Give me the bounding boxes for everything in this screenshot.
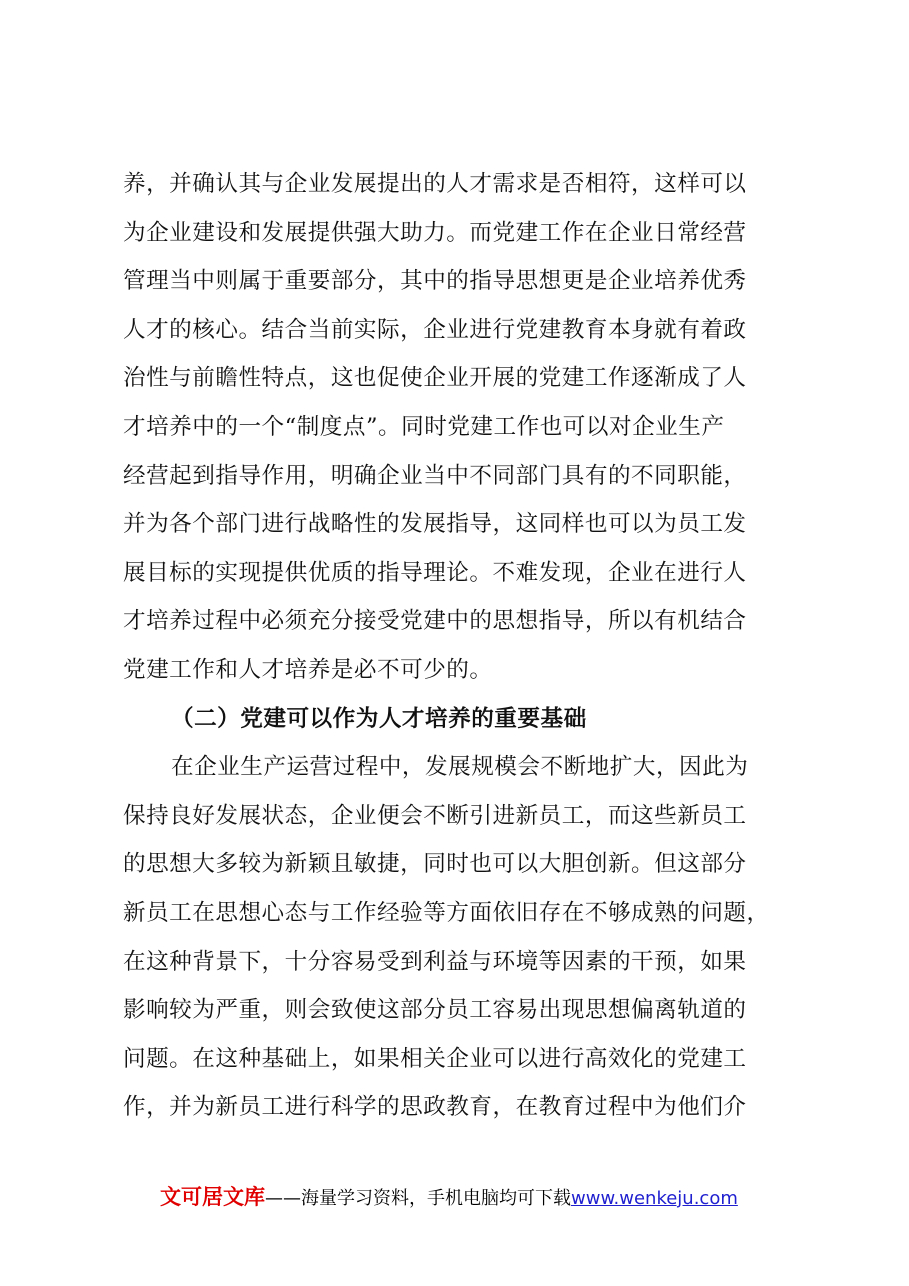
- text-line: 为企业建设和发展提供强大助力。而党建工作在企业日常经营: [123, 219, 747, 246]
- text-line: 治性与前瞻性特点，这也促使企业开展的党建工作逐渐成了人: [123, 365, 747, 392]
- text-line: 人才的核心。结合当前实际，企业进行党建教育本身就有着政: [123, 316, 747, 343]
- text-line: 养，并确认其与企业发展提出的人才需求是否相符，这样可以: [123, 171, 747, 197]
- text-line: 并为各个部门进行战略性的发展指导，这同样也可以为员工发: [123, 511, 747, 538]
- footer-tagline: ——海量学习资料，手机电脑均可下载: [265, 1188, 571, 1209]
- text-line: 的思想大多较为新颖且敏捷，同时也可以大胆创新。但这部分: [123, 851, 747, 878]
- document-body: [123, 160, 803, 1132]
- text-line: 才培养过程中必须充分接受党建中的思想指导，所以有机结合: [123, 608, 747, 635]
- text-line: 保持良好发展状态，企业便会不断引进新员工，而这些新员工: [123, 802, 747, 829]
- text-line: 影响较为严重，则会致使这部分员工容易出现思想偏离轨道的: [123, 997, 747, 1024]
- text-line: 管理当中则属于重要部分，其中的指导思想更是企业培养优秀: [123, 268, 747, 295]
- text-line: 作，并为新员工进行科学的思政教育，在教育过程中为他们介: [123, 1094, 747, 1121]
- text-line: 问题。在这种基础上，如果相关企业可以进行高效化的党建工: [123, 1045, 747, 1072]
- text-line: 在这种背景下，十分容易受到利益与环境等因素的干预，如果: [123, 948, 747, 975]
- text-line: 经营起到指导作用，明确企业当中不同部门具有的不同职能，: [123, 462, 747, 489]
- paragraph-first-line: 在企业生产运营过程中，发展规模会不断地扩大，因此为: [171, 754, 749, 781]
- text-line: 党建工作和人才培养是必不可少的。: [123, 656, 493, 683]
- section-heading: （二）党建可以作为人才培养的重要基础: [171, 705, 587, 732]
- footer-url-link[interactable]: www.wenkeju.com: [571, 1188, 738, 1209]
- footer-banner: [160, 1181, 800, 1213]
- text-line: 展目标的实现提供优质的指导理论。不难发现，企业在进行人: [123, 559, 747, 586]
- text-line: 才培养中的一个“制度点”。同时党建工作也可以对企业生产: [123, 413, 725, 440]
- footer-brand: 文可居文库: [160, 1185, 265, 1209]
- text-line: 新员工在思想心态与工作经验等方面依旧存在不够成熟的问题，: [123, 899, 770, 926]
